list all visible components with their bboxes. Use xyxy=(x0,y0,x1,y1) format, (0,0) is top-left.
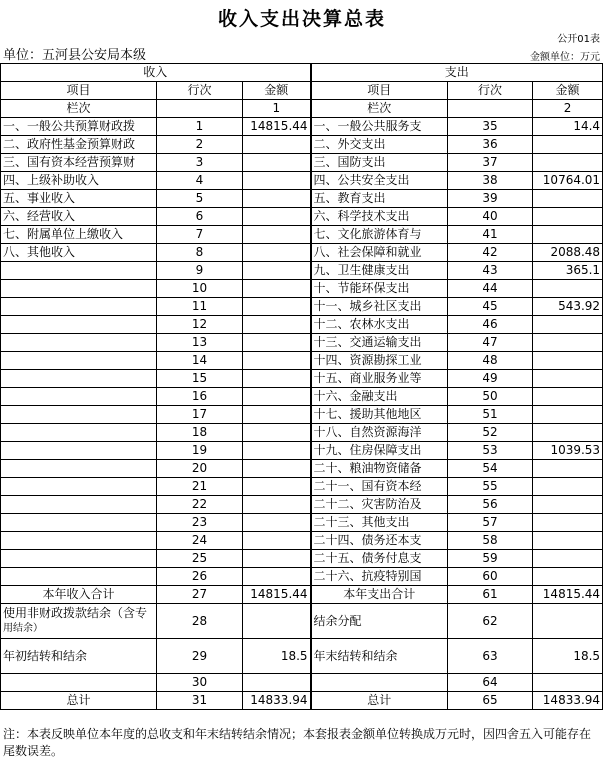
income-line-cell: 6 xyxy=(157,208,243,226)
income-item-cell: 五、事业收入 xyxy=(1,190,157,208)
expense-item-cell: 十、节能环保支出 xyxy=(311,280,448,298)
income-item-cell xyxy=(1,388,157,406)
surplus-dist-label: 结余分配 xyxy=(311,604,448,639)
expense-item-cell: 二十一、国有资本经 xyxy=(311,478,448,496)
expense-amount-cell: 543.92 xyxy=(533,298,603,316)
income-item-cell xyxy=(1,550,157,568)
section-header-row xyxy=(1,64,603,82)
income-line-cell: 19 xyxy=(157,442,243,460)
blank-in-line: 30 xyxy=(157,674,243,692)
expense-item-cell: 十六、金融支出 xyxy=(311,388,448,406)
expense-item-cell: 二十四、债务还本支 xyxy=(311,532,448,550)
income-col-number: 1 xyxy=(243,100,311,118)
income-amount-cell: 14815.44 xyxy=(243,118,311,136)
table-row xyxy=(1,370,603,388)
income-item-cell xyxy=(1,316,157,334)
income-amount-cell xyxy=(243,478,311,496)
expense-amount-cell xyxy=(533,460,603,478)
income-amount-header: 金额 xyxy=(243,82,311,100)
expense-amount-cell xyxy=(533,514,603,532)
income-amount-cell xyxy=(243,424,311,442)
income-item-cell: 二、政府性基金预算财政 xyxy=(1,136,157,154)
income-item-cell xyxy=(1,280,157,298)
expense-section-header: 支出 xyxy=(311,64,603,82)
income-amount-cell xyxy=(243,154,311,172)
expense-line-cell: 56 xyxy=(448,496,533,514)
year-total-row xyxy=(1,586,603,604)
expense-item-cell: 十七、援助其他地区 xyxy=(311,406,448,424)
income-item-cell xyxy=(1,460,157,478)
income-line-cell: 22 xyxy=(157,496,243,514)
table-row xyxy=(1,352,603,370)
income-item-cell xyxy=(1,370,157,388)
income-item-cell xyxy=(1,478,157,496)
income-amount-cell xyxy=(243,532,311,550)
expense-item-cell: 十八、自然资源海洋 xyxy=(311,424,448,442)
income-line-cell: 18 xyxy=(157,424,243,442)
expense-amount-cell: 2088.48 xyxy=(533,244,603,262)
income-line-cell: 20 xyxy=(157,460,243,478)
income-line-cell: 8 xyxy=(157,244,243,262)
expense-amount-cell xyxy=(533,208,603,226)
table-row xyxy=(1,532,603,550)
income-amount-cell xyxy=(243,136,311,154)
income-item-cell xyxy=(1,262,157,280)
income-line-cell: 13 xyxy=(157,334,243,352)
year-expense-line: 61 xyxy=(448,586,533,604)
expense-item-cell: 七、文化旅游体育与 xyxy=(311,226,448,244)
expense-amount-cell xyxy=(533,532,603,550)
income-item-cell: 四、上级补助收入 xyxy=(1,172,157,190)
table-row xyxy=(1,424,603,442)
table-row xyxy=(1,208,603,226)
expense-item-cell: 三、国防支出 xyxy=(311,154,448,172)
income-line-cell: 1 xyxy=(157,118,243,136)
income-amount-cell xyxy=(243,514,311,532)
expense-item-cell: 十五、商业服务业等 xyxy=(311,370,448,388)
income-item-cell xyxy=(1,514,157,532)
expense-line-header: 行次 xyxy=(448,82,533,100)
footnote: 注：本表反映单位本年度的总收支和年末结转结余情况；本套报表金额单位转换成万元时，因四舍五入可能存在尾数误差。 xyxy=(3,727,592,758)
begin-balance-line: 29 xyxy=(157,639,243,674)
expense-amount-cell: 365.1 xyxy=(533,262,603,280)
expense-line-cell: 44 xyxy=(448,280,533,298)
income-line-cell: 3 xyxy=(157,154,243,172)
grand-expense-line: 65 xyxy=(448,692,533,710)
year-expense-amount: 14815.44 xyxy=(533,586,603,604)
income-line-header: 行次 xyxy=(157,82,243,100)
income-line-cell: 16 xyxy=(157,388,243,406)
year-income-amount: 14815.44 xyxy=(243,586,311,604)
table-row xyxy=(1,118,603,136)
expense-item-cell: 十二、农林水支出 xyxy=(311,316,448,334)
income-item-cell xyxy=(1,406,157,424)
expense-item-cell: 十一、城乡社区支出 xyxy=(311,298,448,316)
expense-item-cell: 四、公共安全支出 xyxy=(311,172,448,190)
table-row xyxy=(1,388,603,406)
income-line-cell: 25 xyxy=(157,550,243,568)
income-line-cell: 12 xyxy=(157,316,243,334)
year-expense-label: 本年支出合计 xyxy=(311,586,448,604)
grand-expense-label: 总计 xyxy=(311,692,448,710)
expense-item-cell: 二十五、债务付息支 xyxy=(311,550,448,568)
expense-amount-cell xyxy=(533,334,603,352)
expense-amount-cell: 14.4 xyxy=(533,118,603,136)
expense-item-cell: 五、教育支出 xyxy=(311,190,448,208)
balance-row xyxy=(1,639,603,674)
income-item-cell xyxy=(1,334,157,352)
table-row xyxy=(1,154,603,172)
expense-amount-cell: 1039.53 xyxy=(533,442,603,460)
income-amount-cell xyxy=(243,442,311,460)
income-line-cell: 9 xyxy=(157,262,243,280)
table-row xyxy=(1,460,603,478)
expense-item-cell: 九、卫生健康支出 xyxy=(311,262,448,280)
expense-item-cell: 十三、交通运输支出 xyxy=(311,334,448,352)
income-item-cell xyxy=(1,352,157,370)
income-amount-cell xyxy=(243,226,311,244)
expense-line-cell: 50 xyxy=(448,388,533,406)
expense-line-cell: 39 xyxy=(448,190,533,208)
income-line-cell: 5 xyxy=(157,190,243,208)
begin-balance-label: 年初结转和结余 xyxy=(1,639,157,674)
expense-amount-cell xyxy=(533,406,603,424)
year-income-line: 27 xyxy=(157,586,243,604)
expense-line-cell: 36 xyxy=(448,136,533,154)
surplus-dist-amount xyxy=(533,604,603,639)
blank-ex-line: 64 xyxy=(448,674,533,692)
end-balance-label: 年末结转和结余 xyxy=(311,639,448,674)
income-line-cell: 7 xyxy=(157,226,243,244)
expense-col-label: 栏次 xyxy=(311,100,448,118)
income-line-cell: 15 xyxy=(157,370,243,388)
grand-expense-amount: 14833.94 xyxy=(533,692,603,710)
expense-line-cell: 54 xyxy=(448,460,533,478)
income-item-cell xyxy=(1,532,157,550)
income-col-label: 栏次 xyxy=(1,100,157,118)
income-item-cell xyxy=(1,424,157,442)
expense-amount-cell xyxy=(533,550,603,568)
income-line-cell: 2 xyxy=(157,136,243,154)
grand-income-label: 总计 xyxy=(1,692,157,710)
income-section-header: 收入 xyxy=(1,64,311,82)
expense-line-cell: 35 xyxy=(448,118,533,136)
surplus-dist-line: 62 xyxy=(448,604,533,639)
table-row xyxy=(1,550,603,568)
column-number-row xyxy=(1,100,603,118)
expense-line-cell: 60 xyxy=(448,568,533,586)
expense-amount-cell xyxy=(533,154,603,172)
income-line-cell: 11 xyxy=(157,298,243,316)
income-amount-cell xyxy=(243,388,311,406)
expense-line-cell: 46 xyxy=(448,316,533,334)
form-number: 公开01表 xyxy=(557,34,600,45)
begin-balance-amount: 18.5 xyxy=(243,639,311,674)
income-amount-cell xyxy=(243,298,311,316)
expense-amount-cell xyxy=(533,568,603,586)
expense-line-cell: 57 xyxy=(448,514,533,532)
expense-item-cell: 十九、住房保障支出 xyxy=(311,442,448,460)
expense-item-cell: 二、外交支出 xyxy=(311,136,448,154)
income-item-cell: 八、其他收入 xyxy=(1,244,157,262)
blank-row xyxy=(1,674,603,692)
income-amount-cell xyxy=(243,352,311,370)
expense-amount-cell: 10764.01 xyxy=(533,172,603,190)
table-row xyxy=(1,244,603,262)
income-amount-cell xyxy=(243,550,311,568)
expense-line-cell: 48 xyxy=(448,352,533,370)
nonfiscal-line: 28 xyxy=(157,604,243,639)
income-item-cell xyxy=(1,442,157,460)
expense-item-cell: 二十二、灾害防治及 xyxy=(311,496,448,514)
income-item-cell: 六、经营收入 xyxy=(1,208,157,226)
expense-line-cell: 49 xyxy=(448,370,533,388)
expense-item-header: 项目 xyxy=(311,82,448,100)
expense-line-cell: 59 xyxy=(448,550,533,568)
table-row xyxy=(1,514,603,532)
table-row xyxy=(1,406,603,424)
expense-item-cell: 二十三、其他支出 xyxy=(311,514,448,532)
table-row xyxy=(1,172,603,190)
income-amount-cell xyxy=(243,280,311,298)
income-line-cell: 14 xyxy=(157,352,243,370)
expense-amount-cell xyxy=(533,352,603,370)
expense-amount-cell xyxy=(533,136,603,154)
expense-line-cell: 37 xyxy=(448,154,533,172)
expense-amount-header: 金额 xyxy=(533,82,603,100)
income-line-cell: 23 xyxy=(157,514,243,532)
year-income-label: 本年收入合计 xyxy=(1,586,157,604)
nonfiscal-row xyxy=(1,604,603,639)
money-unit-label: 金额单位：万元 xyxy=(530,52,600,63)
table-row xyxy=(1,190,603,208)
expense-line-cell: 43 xyxy=(448,262,533,280)
grand-income-amount: 14833.94 xyxy=(243,692,311,710)
income-amount-cell xyxy=(243,316,311,334)
expense-amount-cell xyxy=(533,424,603,442)
expense-item-cell: 二十、粮油物资储备 xyxy=(311,460,448,478)
expense-line-cell: 58 xyxy=(448,532,533,550)
expense-line-cell: 42 xyxy=(448,244,533,262)
expense-item-cell: 二十六、抗疫特别国 xyxy=(311,568,448,586)
income-amount-cell xyxy=(243,190,311,208)
income-line-cell: 21 xyxy=(157,478,243,496)
expense-line-cell: 47 xyxy=(448,334,533,352)
grand-income-line: 31 xyxy=(157,692,243,710)
income-line-cell: 4 xyxy=(157,172,243,190)
expense-line-cell: 41 xyxy=(448,226,533,244)
expense-amount-cell xyxy=(533,388,603,406)
table-row xyxy=(1,334,603,352)
expense-line-cell: 52 xyxy=(448,424,533,442)
table-row xyxy=(1,298,603,316)
table-row xyxy=(1,478,603,496)
income-item-cell: 三、国有资本经营预算财 xyxy=(1,154,157,172)
expense-amount-cell xyxy=(533,478,603,496)
income-line-cell: 10 xyxy=(157,280,243,298)
summary-table xyxy=(0,63,603,710)
income-amount-cell xyxy=(243,370,311,388)
income-item-cell: 七、附属单位上缴收入 xyxy=(1,226,157,244)
table-row xyxy=(1,226,603,244)
income-amount-cell xyxy=(243,568,311,586)
expense-line-cell: 45 xyxy=(448,298,533,316)
expense-line-cell: 40 xyxy=(448,208,533,226)
expense-amount-cell xyxy=(533,316,603,334)
table-row xyxy=(1,568,603,586)
grand-total-row xyxy=(1,692,603,710)
end-balance-line: 63 xyxy=(448,639,533,674)
report-title: 收入支出决算总表 xyxy=(217,8,386,30)
income-line-cell: 24 xyxy=(157,532,243,550)
income-amount-cell xyxy=(243,208,311,226)
income-amount-cell xyxy=(243,262,311,280)
income-item-cell xyxy=(1,298,157,316)
expense-amount-cell xyxy=(533,496,603,514)
table-row xyxy=(1,316,603,334)
income-item-cell xyxy=(1,568,157,586)
income-amount-cell xyxy=(243,406,311,424)
table-row xyxy=(1,136,603,154)
income-amount-cell xyxy=(243,244,311,262)
table-row xyxy=(1,442,603,460)
income-amount-cell xyxy=(243,496,311,514)
nonfiscal-label: 使用非财政拨款结余（含专 用结余） xyxy=(1,604,157,639)
nonfiscal-amount xyxy=(243,604,311,639)
expense-item-cell: 一、一般公共服务支 xyxy=(311,118,448,136)
expense-amount-cell xyxy=(533,190,603,208)
expense-amount-cell xyxy=(533,370,603,388)
expense-item-cell: 十四、资源勘探工业 xyxy=(311,352,448,370)
expense-line-cell: 51 xyxy=(448,406,533,424)
expense-line-cell: 55 xyxy=(448,478,533,496)
expense-amount-cell xyxy=(533,280,603,298)
income-amount-cell xyxy=(243,334,311,352)
expense-col-number: 2 xyxy=(533,100,603,118)
income-item-cell xyxy=(1,496,157,514)
expense-item-cell: 八、社会保障和就业 xyxy=(311,244,448,262)
table-row xyxy=(1,280,603,298)
income-item-cell: 一、一般公共预算财政拨 xyxy=(1,118,157,136)
table-row xyxy=(1,262,603,280)
end-balance-amount: 18.5 xyxy=(533,639,603,674)
income-amount-cell xyxy=(243,172,311,190)
expense-item-cell: 六、科学技术支出 xyxy=(311,208,448,226)
expense-line-cell: 38 xyxy=(448,172,533,190)
income-item-header: 项目 xyxy=(1,82,157,100)
expense-line-cell: 53 xyxy=(448,442,533,460)
expense-amount-cell xyxy=(533,226,603,244)
unit-label: 单位：五河县公安局本级 xyxy=(3,48,147,63)
income-line-cell: 26 xyxy=(157,568,243,586)
income-line-cell: 17 xyxy=(157,406,243,424)
column-header-row xyxy=(1,82,603,100)
table-row xyxy=(1,496,603,514)
income-amount-cell xyxy=(243,460,311,478)
